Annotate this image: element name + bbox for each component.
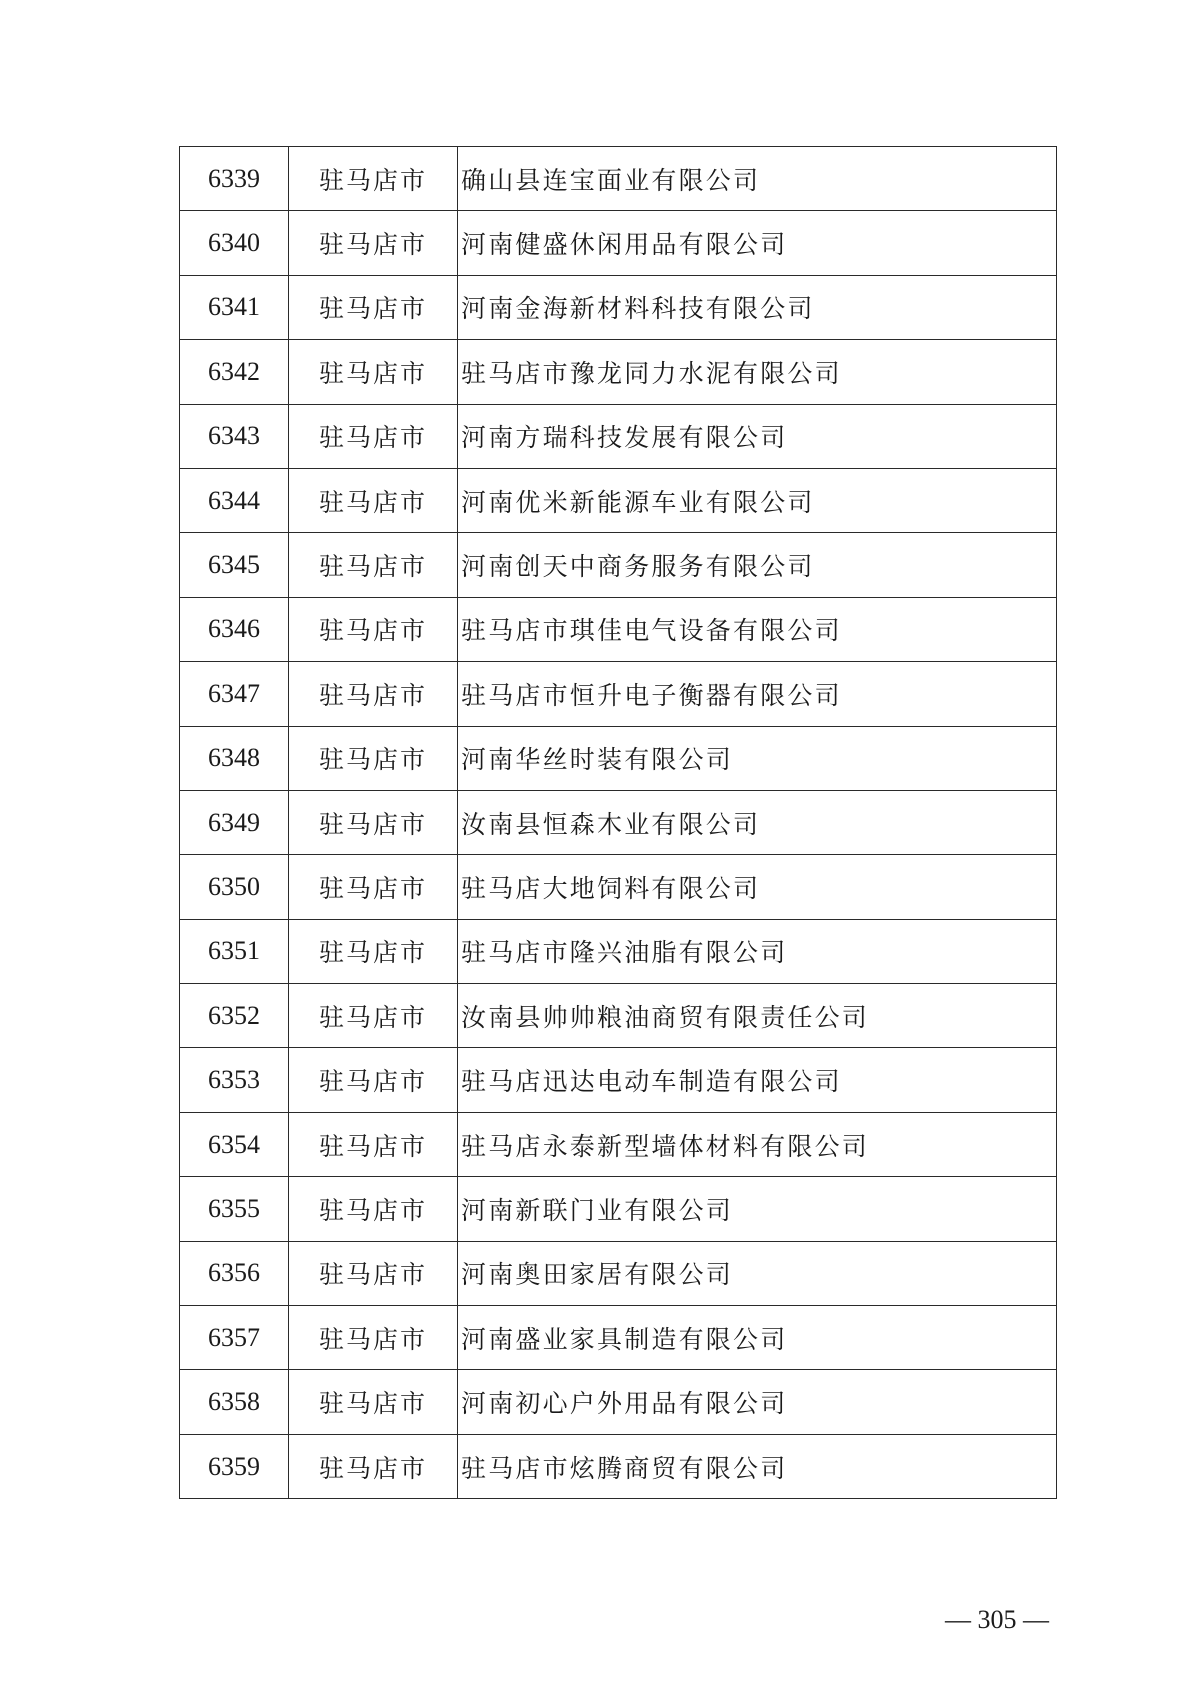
row-number: 6358 xyxy=(180,1370,289,1434)
table-row xyxy=(180,662,1057,726)
city-name: 驻马店市 xyxy=(289,1306,458,1370)
company-name: 驻马店大地饲料有限公司 xyxy=(458,855,1057,919)
city-name: 驻马店市 xyxy=(289,1177,458,1241)
row-number: 6349 xyxy=(180,790,289,854)
row-number: 6342 xyxy=(180,340,289,404)
table-row xyxy=(180,1177,1057,1241)
table-row xyxy=(180,984,1057,1048)
company-name: 确山县连宝面业有限公司 xyxy=(458,147,1057,211)
row-number: 6356 xyxy=(180,1241,289,1305)
company-name: 驻马店市恒升电子衡器有限公司 xyxy=(458,662,1057,726)
table-row xyxy=(180,1241,1057,1305)
city-name: 驻马店市 xyxy=(289,468,458,532)
company-name: 河南新联门业有限公司 xyxy=(458,1177,1057,1241)
table-row xyxy=(180,855,1057,919)
row-number: 6359 xyxy=(180,1434,289,1498)
company-list-table xyxy=(179,146,1057,1499)
row-number: 6341 xyxy=(180,275,289,339)
company-name: 驻马店迅达电动车制造有限公司 xyxy=(458,1048,1057,1112)
city-name: 驻马店市 xyxy=(289,340,458,404)
row-number: 6348 xyxy=(180,726,289,790)
row-number: 6345 xyxy=(180,533,289,597)
city-name: 驻马店市 xyxy=(289,726,458,790)
table-row xyxy=(180,1370,1057,1434)
table-row xyxy=(180,790,1057,854)
table-row xyxy=(180,404,1057,468)
company-name: 河南初心户外用品有限公司 xyxy=(458,1370,1057,1434)
company-name: 河南方瑞科技发展有限公司 xyxy=(458,404,1057,468)
city-name: 驻马店市 xyxy=(289,533,458,597)
row-number: 6355 xyxy=(180,1177,289,1241)
table-row xyxy=(180,597,1057,661)
table-row xyxy=(180,726,1057,790)
row-number: 6353 xyxy=(180,1048,289,1112)
city-name: 驻马店市 xyxy=(289,1048,458,1112)
city-name: 驻马店市 xyxy=(289,1241,458,1305)
row-number: 6357 xyxy=(180,1306,289,1370)
table-row xyxy=(180,533,1057,597)
city-name: 驻马店市 xyxy=(289,275,458,339)
company-name: 驻马店市琪佳电气设备有限公司 xyxy=(458,597,1057,661)
row-number: 6352 xyxy=(180,984,289,1048)
table-row xyxy=(180,211,1057,275)
city-name: 驻马店市 xyxy=(289,855,458,919)
table-row xyxy=(180,147,1057,211)
row-number: 6346 xyxy=(180,597,289,661)
city-name: 驻马店市 xyxy=(289,662,458,726)
company-name: 河南华丝时装有限公司 xyxy=(458,726,1057,790)
row-number: 6350 xyxy=(180,855,289,919)
company-name: 汝南县恒森木业有限公司 xyxy=(458,790,1057,854)
table-row xyxy=(180,340,1057,404)
city-name: 驻马店市 xyxy=(289,1434,458,1498)
company-name: 河南盛业家具制造有限公司 xyxy=(458,1306,1057,1370)
table-row xyxy=(180,1112,1057,1176)
city-name: 驻马店市 xyxy=(289,790,458,854)
city-name: 驻马店市 xyxy=(289,1370,458,1434)
company-name: 驻马店市豫龙同力水泥有限公司 xyxy=(458,340,1057,404)
city-name: 驻马店市 xyxy=(289,404,458,468)
company-name: 驻马店永泰新型墙体材料有限公司 xyxy=(458,1112,1057,1176)
row-number: 6344 xyxy=(180,468,289,532)
row-number: 6340 xyxy=(180,211,289,275)
row-number: 6339 xyxy=(180,147,289,211)
city-name: 驻马店市 xyxy=(289,211,458,275)
row-number: 6343 xyxy=(180,404,289,468)
company-name: 河南金海新材料科技有限公司 xyxy=(458,275,1057,339)
table-row xyxy=(180,1048,1057,1112)
page-number: — 305 — xyxy=(945,1605,1049,1634)
row-number: 6351 xyxy=(180,919,289,983)
company-name: 河南创天中商务服务有限公司 xyxy=(458,533,1057,597)
row-number: 6354 xyxy=(180,1112,289,1176)
table-row xyxy=(180,1434,1057,1498)
company-name: 驻马店市炫腾商贸有限公司 xyxy=(458,1434,1057,1498)
row-number: 6347 xyxy=(180,662,289,726)
city-name: 驻马店市 xyxy=(289,147,458,211)
table-body xyxy=(180,147,1057,1499)
table-row xyxy=(180,919,1057,983)
city-name: 驻马店市 xyxy=(289,984,458,1048)
table-row xyxy=(180,275,1057,339)
city-name: 驻马店市 xyxy=(289,919,458,983)
company-name: 驻马店市隆兴油脂有限公司 xyxy=(458,919,1057,983)
city-name: 驻马店市 xyxy=(289,597,458,661)
company-name: 河南优米新能源车业有限公司 xyxy=(458,468,1057,532)
table-row xyxy=(180,1306,1057,1370)
table-row xyxy=(180,468,1057,532)
company-name: 河南奥田家居有限公司 xyxy=(458,1241,1057,1305)
company-name: 汝南县帅帅粮油商贸有限责任公司 xyxy=(458,984,1057,1048)
city-name: 驻马店市 xyxy=(289,1112,458,1176)
company-name: 河南健盛休闲用品有限公司 xyxy=(458,211,1057,275)
